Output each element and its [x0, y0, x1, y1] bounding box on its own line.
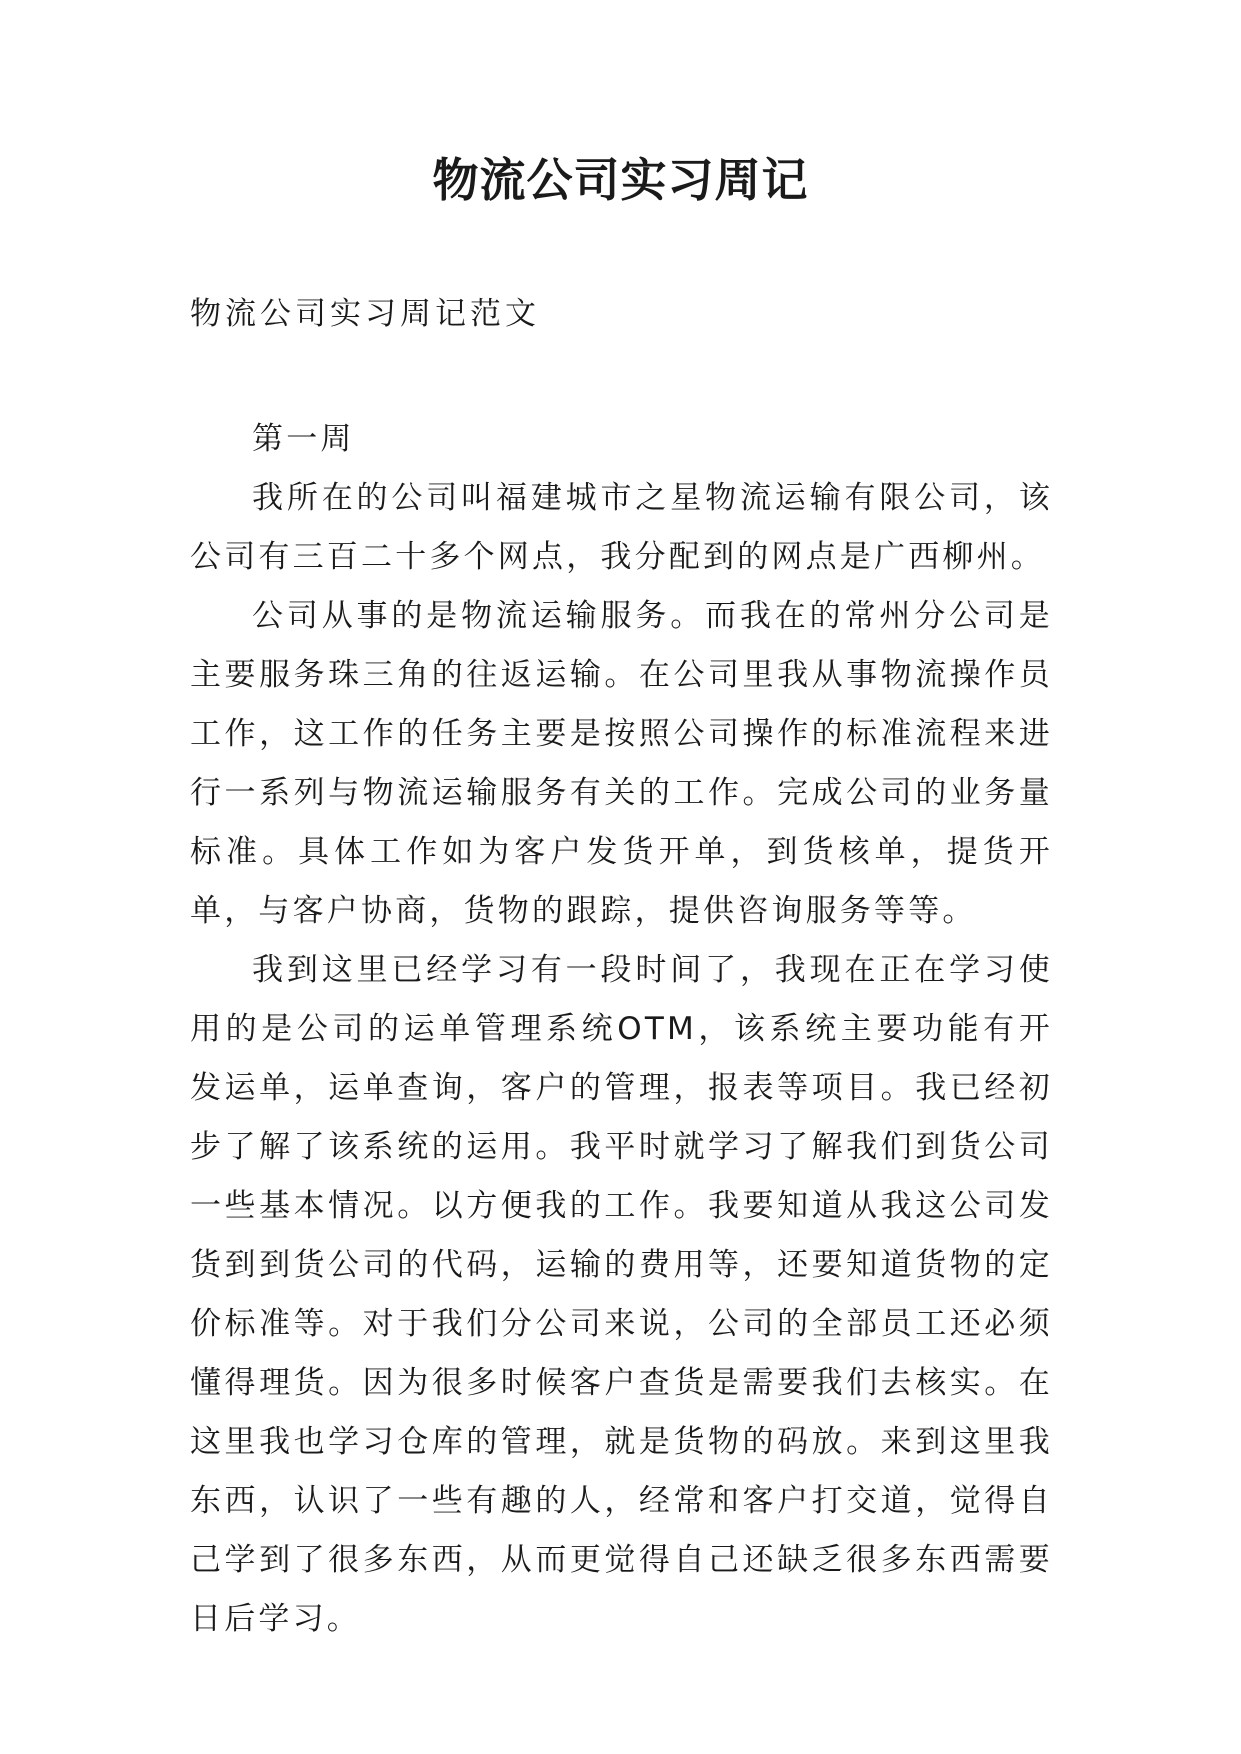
document-subtitle: 物流公司实习周记范文 [190, 296, 540, 332]
body-paragraph: 公司从事的是物流运输服务。而我在的常州分公司是主要服务珠三角的往返运输。在公司里我从事物流操作员工作，这工作的任务主要是按照公司操作的标准流程来进行一系列与物流运输服务有关的工作。完成公司的业务量标准。具体工作如为客户发货开单，到货核单，提货开单，与客户协商，货物的跟踪，提供咨询服务等等。 [190, 598, 1053, 929]
document-body [190, 410, 1053, 1649]
week-heading: 第一周 [252, 421, 355, 457]
page-title: 物流公司实习周记 [432, 153, 809, 207]
body-paragraph: 我到这里已经学习有一段时间了，我现在正在学习使用的是公司的运单管理系统OTM，该系统主要功能有开发运单，运单查询，客户的管理，报表等项目。我已经初步了解了该系统的运用。我平时就学习了解我们到货公司一些基本情况。以方便我的工作。我要知道从我这公司发货到到货公司的代码，运输的费用等，还要知道货物的定价标准等。对于我们分公司来说，公司的全部员工还必须懂得理货。因为很多时候客户查货是需要我们去核实。在这里我也学习仓库的管理，就是货物的码放。来到这里我东西，认识了一些有趣的人，经常和客户打交道，觉得自己学到了很多东西，从而更觉得自己还缺乏很多东西需要日后学习。 [190, 952, 1053, 1637]
body-paragraph: 我所在的公司叫福建城市之星物流运输有限公司，该公司有三百二十多个网点，我分配到的网点是广西柳州。 [190, 480, 1053, 575]
